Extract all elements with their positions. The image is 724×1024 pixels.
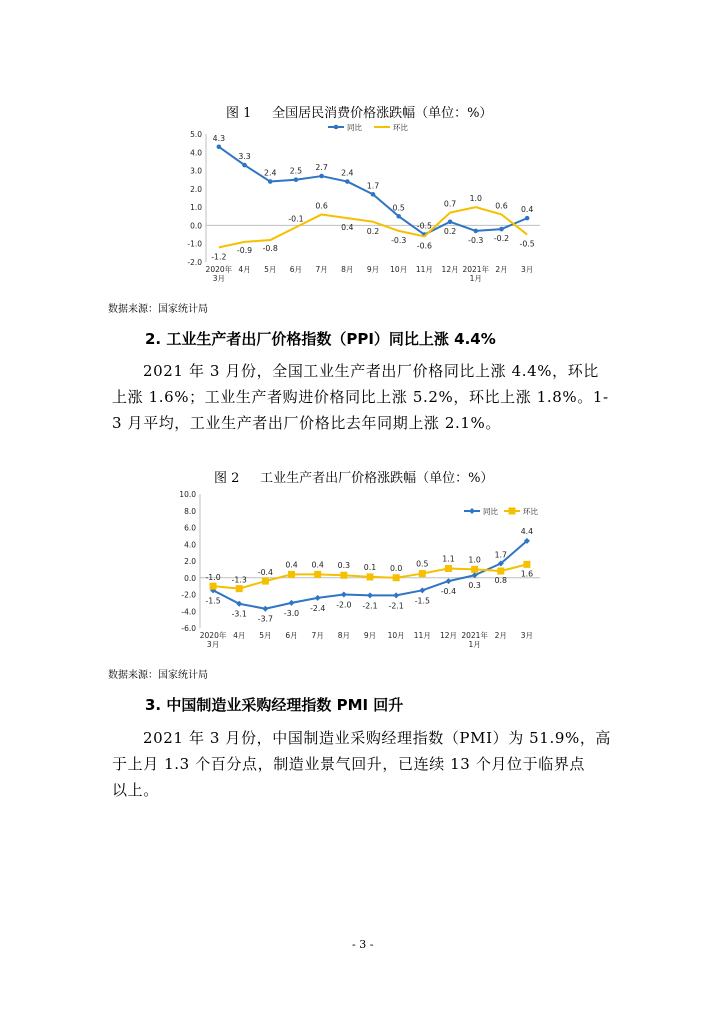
y-tick-label: 4.0 [184,540,196,550]
data-point [289,600,295,606]
paragraph-line: 以上。 [112,781,159,799]
data-label: 0.8 [494,576,507,586]
x-tick-label: 2月 [495,265,508,274]
x-tick-label: 3月 [520,631,534,640]
data-label: -0.6 [416,241,432,251]
paragraph-line: 2021 年 3 月份，中国制造业采购经理指数（PMI）为 51.9%，高 [143,729,612,747]
x-tick-label: 6月 [285,631,298,640]
data-point [367,592,373,598]
x-tick-label: 5月 [264,265,277,274]
data-label: 1.6 [520,569,534,579]
data-point [497,568,504,575]
x-tick-label: 3月 [521,265,534,274]
data-point [448,219,453,224]
data-label: -0.8 [262,244,278,254]
paragraph-line: 3 月平均，工业生产者出厂价格比去年同期上涨 2.1%。 [112,414,501,432]
data-point [471,566,478,573]
x-tick-label: 9月 [366,265,380,274]
data-point [341,592,347,598]
data-point [340,572,347,579]
paragraph-line: 上涨 1.6%；工业生产者购进价格同比上涨 5.2%，环比上涨 1.8%。1- [112,388,609,406]
x-tick-label: 2月 [494,631,507,640]
x-tick-label: 12月 [439,631,457,640]
x-tick-label: 2021年 [462,265,490,274]
data-label: -1.5 [414,596,430,606]
y-tick-label: 4.0 [190,148,202,158]
y-tick-label: 1.0 [190,203,202,213]
x-tick-label: 11月 [413,631,431,640]
y-tick-label: 8.0 [184,506,196,516]
data-point [345,179,350,184]
data-point [367,573,374,580]
x-tick-label: 12月 [441,265,459,274]
x-tick-label: 2020年 [205,265,233,274]
data-label: 0.4 [285,560,298,570]
data-label: 0.4 [311,560,324,570]
data-point [242,163,247,168]
data-point [268,179,273,184]
data-label: 3.3 [238,152,251,162]
legend-label: 环比 [523,507,538,516]
data-label: 1.1 [442,554,455,564]
section-2-paragraph [112,358,622,436]
data-label: -3.1 [231,609,247,619]
x-tick-label: 3月 [212,274,225,283]
x-tick-label: 4月 [238,265,251,274]
y-tick-label: 3.0 [190,166,202,176]
data-label: -0.9 [236,245,253,255]
data-point [393,592,399,598]
y-tick-label: 5.0 [190,130,202,139]
y-tick-label: -6.0 [181,624,196,633]
data-label: -0.5 [519,239,535,249]
data-point [334,125,339,130]
figure-2-source: 数据来源：国家统计局 [108,670,208,681]
data-point [319,174,324,179]
data-label: -1.3 [231,575,247,585]
data-label: 2.4 [341,168,354,178]
data-point [262,606,268,612]
y-tick-label: 2.0 [190,184,202,194]
x-tick-label: 10月 [387,631,405,640]
data-label: 0.6 [315,201,328,211]
x-tick-label: 3月 [206,640,220,649]
data-point [445,578,451,584]
x-tick-label: 4月 [233,631,246,640]
data-point [288,571,295,578]
data-point [236,585,243,592]
x-tick-label: 7月 [311,631,324,640]
data-point [217,145,222,150]
data-label: -0.5 [416,221,432,231]
x-tick-label: 11月 [415,265,433,274]
legend-label: 环比 [393,123,408,132]
figure-2-title: 图 2 工业生产者出厂价格涨跌幅（单位：%） [214,471,494,486]
data-label: -2.4 [310,603,326,613]
cpi-chart [178,120,546,292]
data-point [499,227,504,232]
y-tick-label: 0.0 [190,221,202,231]
data-label: 0.2 [366,226,380,236]
data-label: 0.2 [443,226,457,236]
paragraph-line: 于上月 1.3 个百分点，制造业景气回升，已连续 13 个月位于临界点 [112,755,586,773]
x-tick-label: 6月 [289,265,303,274]
data-point [396,214,401,219]
data-label: 1.0 [469,194,482,204]
data-label: -0.1 [288,214,304,224]
data-point [210,583,217,590]
data-point [473,229,478,234]
section-3-paragraph [112,725,622,803]
series-mom [205,555,533,593]
data-point [314,571,321,578]
data-label: -3.7 [257,614,273,624]
x-tick-label: 2021年 [461,631,488,640]
data-point [393,574,400,581]
legend-label: 同比 [483,507,498,516]
data-point [262,578,269,585]
data-label: 0.4 [341,223,354,233]
y-tick-label: 10.0 [179,490,196,499]
data-label: 0.7 [443,199,457,209]
data-label: -3.0 [283,608,300,618]
page-number: - 3 - [352,938,374,951]
y-tick-label: -4.0 [181,607,196,617]
data-label: 0.3 [337,561,351,571]
data-label: 0.4 [520,205,534,215]
data-label: -0.3 [391,235,407,245]
data-label: 0.5 [392,203,405,213]
data-point [419,570,426,577]
figure-1-title: 图 1 全国居民消费价格涨跌幅（单位：%） [226,106,493,121]
data-label: -0.3 [468,235,484,245]
y-tick-label: -1.0 [187,239,202,249]
data-point [523,561,530,568]
legend-label: 同比 [347,123,362,132]
data-point [525,216,530,221]
data-label: 4.3 [212,133,226,143]
data-label: -0.4 [257,568,273,578]
data-label: 1.7 [494,550,507,560]
data-point [371,192,376,197]
series-mom [211,194,535,261]
data-point [294,177,299,182]
data-label: 0.6 [495,201,508,211]
x-tick-label: 10月 [390,265,408,274]
data-label: 1.7 [366,181,380,191]
data-label: -1.2 [211,252,227,262]
figure-1-source: 数据来源：国家统计局 [108,304,208,315]
y-tick-label: -2.0 [181,590,196,600]
data-label: -1.5 [205,596,221,606]
data-label: 2.7 [315,163,328,173]
data-label: 0.3 [468,581,481,591]
data-label: -1.0 [205,573,221,583]
section-3-heading: 3. 中国制造业采购经理指数 PMI 回升 [145,696,404,714]
x-tick-label: 9月 [363,631,377,640]
ppi-chart [168,486,548,656]
data-label: -2.1 [362,601,378,611]
data-label: -0.2 [493,234,510,244]
data-point [469,508,475,514]
y-tick-label: -2.0 [187,258,202,267]
x-tick-label: 8月 [337,631,350,640]
data-label: 4.4 [520,526,534,536]
data-point [445,565,452,572]
data-point [509,508,516,515]
data-point [419,587,425,593]
data-point [315,595,321,601]
y-tick-label: 0.0 [184,573,196,583]
x-tick-label: 7月 [315,265,328,274]
x-tick-label: 2020年 [199,631,227,640]
data-label: 0.0 [389,563,403,573]
data-label: -2.0 [336,600,352,610]
x-tick-label: 8月 [341,265,354,274]
y-tick-label: 2.0 [184,557,196,566]
paragraph-line: 2021 年 3 月份，全国工业生产者出厂价格同比上涨 4.4%，环比 [143,362,599,380]
section-2-heading: 2. 工业生产者出厂价格指数（PPI）同比上涨 4.4% [145,330,496,348]
x-tick-label: 5月 [259,631,272,640]
data-label: 2.5 [289,166,303,176]
data-label: 1.0 [468,555,481,565]
x-tick-label: 1月 [469,274,482,283]
y-tick-label: 6.0 [184,523,196,533]
data-label: -0.4 [440,587,457,597]
data-label: 0.5 [416,559,429,569]
data-label: 0.1 [363,562,377,572]
x-tick-label: 1月 [468,640,481,649]
data-label: -2.1 [388,601,404,611]
data-label: 2.4 [264,168,277,178]
